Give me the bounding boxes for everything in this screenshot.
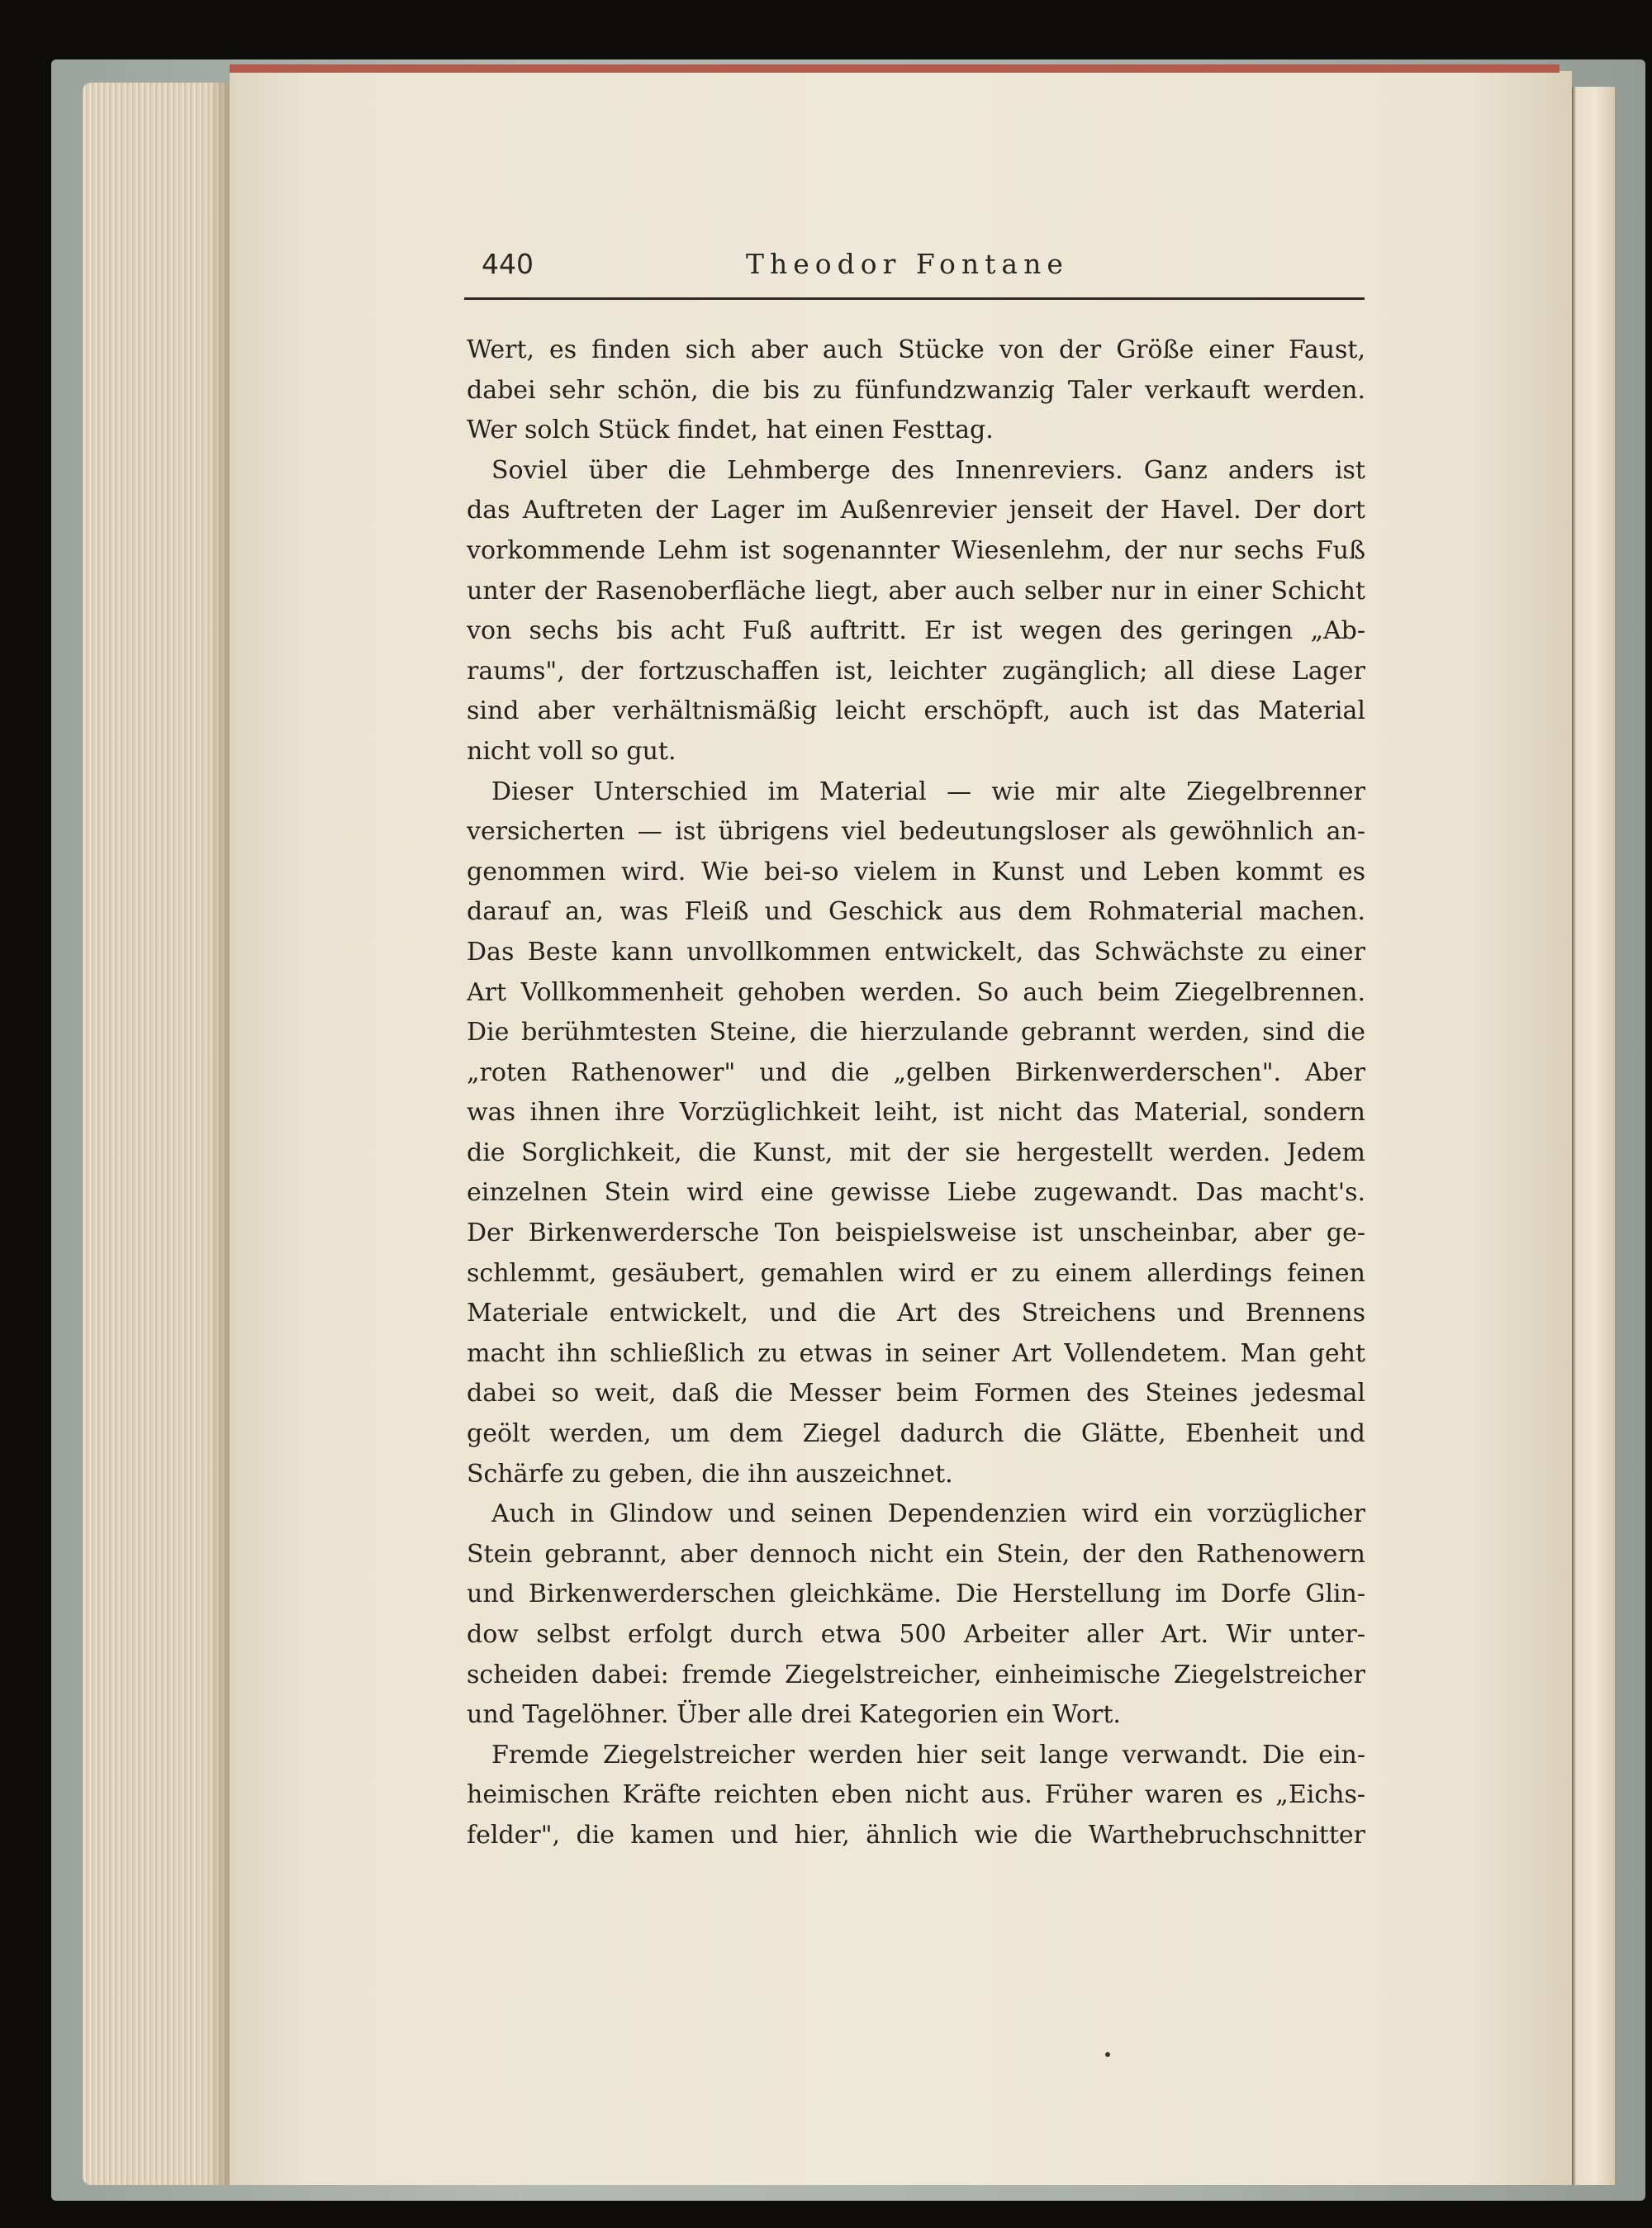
- paper-speck: [1105, 2052, 1110, 2057]
- running-title: Theodor Fontane: [746, 248, 1069, 280]
- text-line: nicht voll so gut.: [467, 736, 676, 766]
- text-line: Dieser Unterschied im Material — wie mir alte Ziegelbrenner: [491, 777, 1365, 806]
- text-line: Soviel über die Lehmberge des Innenreviers. Ganz anders ist: [491, 455, 1365, 485]
- text-line: Die berühmtesten Steine, die hierzulande gebrannt werden, sind die: [467, 1018, 1365, 1047]
- page-number: 440: [482, 248, 534, 280]
- text-line: Fremde Ziegelstreicher werden hier seit lange verwandt. Die ein-: [491, 1740, 1365, 1770]
- text-line: Schärfe zu geben, die ihn auszeichnet.: [467, 1459, 953, 1489]
- text-line: schlemmt, gesäubert, gemahlen wird er zu einem allerdings feinen: [467, 1258, 1365, 1288]
- red-top-edge: [230, 64, 1559, 73]
- text-line: was ihnen ihre Vorzüglichkeit leiht, ist nicht das Material, sondern: [467, 1098, 1365, 1128]
- header-rule: [464, 297, 1365, 300]
- text-line: macht ihn schließlich zu etwas in seiner Art Vollendetem. Man geht: [467, 1338, 1365, 1368]
- text-line: Das Beste kann unvollkommen entwickelt, das Schwächste zu einer: [467, 937, 1365, 967]
- text-line: felder", die kamen und hier, ähnlich wie die Warthebruchschnitter: [467, 1820, 1365, 1850]
- text-line: Art Vollkommenheit gehoben werden. So auch beim Ziegelbrennen.: [467, 977, 1365, 1007]
- text-line: dabei sehr schön, die bis zu fünfundzwanzig Taler verkauft werden.: [467, 375, 1365, 405]
- page-block-edges: [83, 83, 230, 2185]
- text-line: Wert, es finden sich aber auch Stücke von der Größe einer Faust,: [467, 335, 1365, 364]
- text-line: unter der Rasenoberfläche liegt, aber auch selber nur in einer Schicht: [467, 576, 1365, 606]
- text-line: Der Birkenwerdersche Ton beispielsweise ist unscheinbar, aber ge-: [467, 1219, 1365, 1248]
- text-line: scheiden dabei: fremde Ziegelstreicher, einheimische Ziegelstreicher: [467, 1660, 1365, 1689]
- text-line: „roten Rathenower" und die „gelben Birkenwerderschen". Aber: [467, 1057, 1365, 1087]
- text-line: Auch in Glindow und seinen Dependenzien wird ein vorzüglicher: [491, 1499, 1365, 1529]
- page-header: [482, 241, 1365, 299]
- text-line: einzelnen Stein wird eine gewisse Liebe zugewandt. Das macht's.: [467, 1178, 1365, 1208]
- text-line: genommen wird. Wie bei-so vielem in Kunst und Leben kommt es: [467, 857, 1365, 886]
- text-line: das Auftreten der Lager im Außenrevier jenseit der Havel. Der dort: [467, 496, 1365, 525]
- text-line: vorkommende Lehm ist sogenannter Wiesenlehm, der nur sechs Fuß: [467, 535, 1365, 565]
- text-line: Materiale entwickelt, und die Art des Streichens und Brennens: [467, 1299, 1365, 1328]
- adjoining-page-edge: [1565, 87, 1615, 2185]
- text-line: sind aber verhältnismäßig leicht erschöpft, auch ist das Material: [467, 696, 1365, 726]
- body-text: [467, 330, 1365, 1856]
- text-line: die Sorglichkeit, die Kunst, mit der sie hergestellt werden. Jedem: [467, 1138, 1365, 1167]
- text-line: und Birkenwerderschen gleichkäme. Die Herstellung im Dorfe Glin-: [467, 1580, 1365, 1609]
- text-line: und Tagelöhner. Über alle drei Kategorien ein Wort.: [467, 1700, 1121, 1730]
- text-line: von sechs bis acht Fuß auftritt. Er ist wegen des geringen „Ab-: [467, 616, 1365, 646]
- text-line: Wer solch Stück findet, hat einen Festtag.: [467, 416, 994, 445]
- text-line: geölt werden, um dem Ziegel dadurch die Glätte, Ebenheit und: [467, 1419, 1365, 1449]
- text-line: versicherten — ist übrigens viel bedeutungsloser als gewöhnlich an-: [467, 817, 1365, 847]
- text-line: dow selbst erfolgt durch etwa 500 Arbeiter aller Art. Wir unter-: [467, 1620, 1365, 1649]
- text-line: Stein gebrannt, aber dennoch nicht ein Stein, der den Rathenowern: [467, 1539, 1365, 1569]
- text-line: darauf an, was Fleiß und Geschick aus dem Rohmaterial machen.: [467, 897, 1365, 927]
- text-line: raums", der fortzuschaffen ist, leichter zugänglich; all diese Lager: [467, 656, 1365, 686]
- text-line: heimischen Kräfte reichten eben nicht aus. Früher waren es „Eichs-: [467, 1780, 1365, 1810]
- text-line: dabei so weit, daß die Messer beim Formen des Steines jedesmal: [467, 1379, 1365, 1409]
